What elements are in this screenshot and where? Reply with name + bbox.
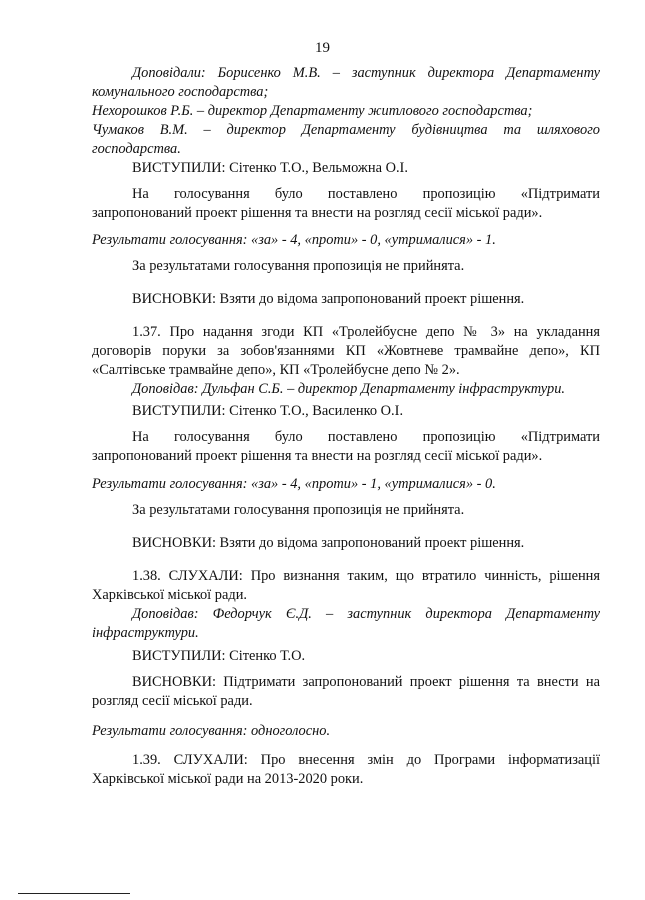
text-line: Харківської міської ради на 2013-2020 роки.	[92, 771, 364, 787]
text-line: ВИСНОВКИ: Взяти до відома запропонований проект рішення.	[132, 291, 525, 307]
paragraph	[92, 475, 600, 494]
text-line: ВИСТУПИЛИ: Сітенко Т.О.	[132, 648, 306, 664]
paragraph	[92, 647, 600, 666]
text-line: Доповідали: Борисенко М.В. – заступник директора Департаменту	[132, 65, 600, 81]
text-line: Результати голосування: одноголосно.	[92, 723, 331, 739]
paragraph	[92, 290, 600, 309]
text-line: інфраструктури.	[92, 625, 199, 641]
page-number: 19	[315, 40, 330, 56]
text-line: ВИСНОВКИ: Підтримати запропонований проект рішення та внести на	[132, 674, 600, 690]
paragraph	[92, 159, 600, 178]
text-line: Доповідав: Дульфан С.Б. – директор Департаменту інфраструктури.	[132, 381, 565, 397]
paragraph	[92, 501, 600, 520]
text-line: Результати голосування: «за» - 4, «проти» - 1, «утрималися» - 0.	[92, 476, 496, 492]
text-line: Доповідав: Федорчук Є.Д. – заступник директора Департаменту	[132, 606, 600, 622]
paragraph	[92, 428, 600, 466]
text-line: Нехорошков Р.Б. – директор Департаменту житлового господарства;	[92, 103, 533, 119]
paragraph	[92, 64, 600, 159]
text-line: За результатами голосування пропозиція не прийнята.	[132, 502, 465, 518]
text-line: ВИСТУПИЛИ: Сітенко Т.О., Вельможна О.І.	[132, 160, 408, 176]
text-line: На голосування було поставлено пропозицію «Підтримати	[132, 429, 600, 445]
paragraph	[92, 323, 600, 399]
text-line: запропонований проект рішення та внести на розгляд сесії міської ради».	[92, 205, 543, 221]
paragraph	[92, 673, 600, 711]
text-line: 1.37. Про надання згоди КП «Тролейбусне депо № 3» на укладання	[132, 324, 600, 340]
paragraph	[92, 231, 600, 250]
text-line: Результати голосування: «за» - 4, «проти» - 0, «утрималися» - 1.	[92, 232, 496, 248]
text-line: 1.38. СЛУХАЛИ: Про визнання таким, що втратило чинність, рішення	[132, 568, 600, 584]
text-line: розгляд сесії міської ради.	[92, 693, 253, 709]
paragraph	[92, 722, 600, 741]
text-line: Харківської міської ради.	[92, 587, 247, 603]
paragraph	[92, 751, 600, 789]
text-line: господарства.	[92, 141, 181, 157]
paragraph	[92, 185, 600, 223]
text-line: ВИСТУПИЛИ: Сітенко Т.О., Василенко О.І.	[132, 403, 404, 419]
text-line: На голосування було поставлено пропозицію «Підтримати	[132, 186, 600, 202]
text-line: «Салтівське трамвайне депо», КП «Тролейбусне депо № 2».	[92, 362, 460, 378]
text-line: ВИСНОВКИ: Взяти до відома запропонований проект рішення.	[132, 535, 525, 551]
paragraph	[92, 534, 600, 553]
paragraph	[92, 567, 600, 643]
text-line: запропонований проект рішення та внести на розгляд сесії міської ради».	[92, 448, 543, 464]
text-line: За результатами голосування пропозиція не прийнята.	[132, 258, 465, 274]
paragraph	[92, 257, 600, 276]
text-line: 1.39. СЛУХАЛИ: Про внесення змін до Програми інформатизації	[132, 752, 600, 768]
footnote-rule	[18, 893, 130, 894]
text-line: договорів поруки за зобов'язаннями КП «Жовтневе трамвайне депо», КП	[92, 343, 600, 359]
text-line: Чумаков В.М. – директор Департаменту будівництва та шляхового	[92, 122, 600, 138]
paragraph	[92, 402, 600, 421]
text-line: комунального господарства;	[92, 84, 269, 100]
